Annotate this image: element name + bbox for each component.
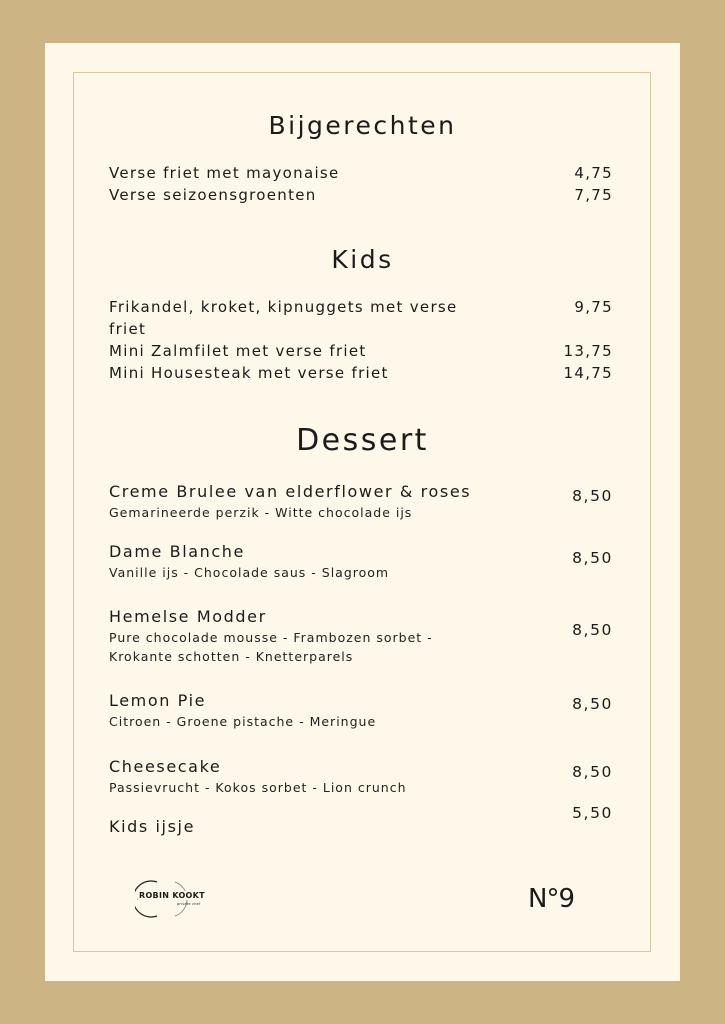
item-price: 13,75 [563,342,613,360]
item-name: Cheesecake [109,757,222,776]
item-price: 8,50 [572,549,613,567]
menu-item [109,481,613,522]
item-price: 7,75 [574,186,613,204]
item-price: 5,50 [572,804,613,822]
menu-item [109,802,613,838]
item-name: Dame Blanche [109,542,245,561]
section-title-kids: Kids [331,245,394,274]
item-price: 8,50 [572,695,613,713]
robin-kookt-logo [135,878,215,920]
item-description: Pure chocolade mousse - Frambozen sorbet - Krokante schotten - Knetterparels [109,630,433,664]
logo-text: ROBIN KOOKT [139,891,205,900]
item-name: Mini Zalmfilet met verse friet [109,342,367,360]
item-price: 8,50 [572,487,613,505]
menu-item [109,162,613,184]
menu-item [109,184,613,206]
menu-item [109,690,613,731]
item-description: Passievrucht - Kokos sorbet - Lion crunch [109,780,407,795]
item-name: Frikandel, kroket, kipnuggets met verse friet [109,298,458,338]
item-price: 8,50 [572,621,613,639]
menu-item [109,340,613,362]
logo-subtext: private chef [177,902,201,906]
item-price: 14,75 [563,364,613,382]
item-price: 9,75 [574,298,613,316]
item-name: Verse friet met mayonaise [109,164,340,182]
item-description: Citroen - Groene pistache - Meringue [109,714,377,729]
item-name: Creme Brulee van elderflower & roses [109,482,472,501]
menu-item [109,296,613,340]
menu-item [109,362,613,384]
item-price: 8,50 [572,763,613,781]
section-title-bijgerechten: Bijgerechten [268,111,457,140]
item-description: Vanille ijs - Chocolade saus - Slagroom [109,565,390,580]
menu-item [109,756,613,797]
item-name: Kids ijsje [109,817,196,836]
item-name: Verse seizoensgroenten [109,186,317,204]
section-title-dessert: Dessert [296,423,429,458]
item-name: Lemon Pie [109,691,207,710]
item-description: Gemarineerde perzik - Witte chocolade ijs [109,505,413,520]
menu-item [109,541,613,582]
item-price: 4,75 [574,164,613,182]
item-name: Mini Housesteak met verse friet [109,364,389,382]
no9-logo: N°9 [528,884,574,914]
menu-item [109,606,613,666]
item-name: Hemelse Modder [109,607,267,626]
